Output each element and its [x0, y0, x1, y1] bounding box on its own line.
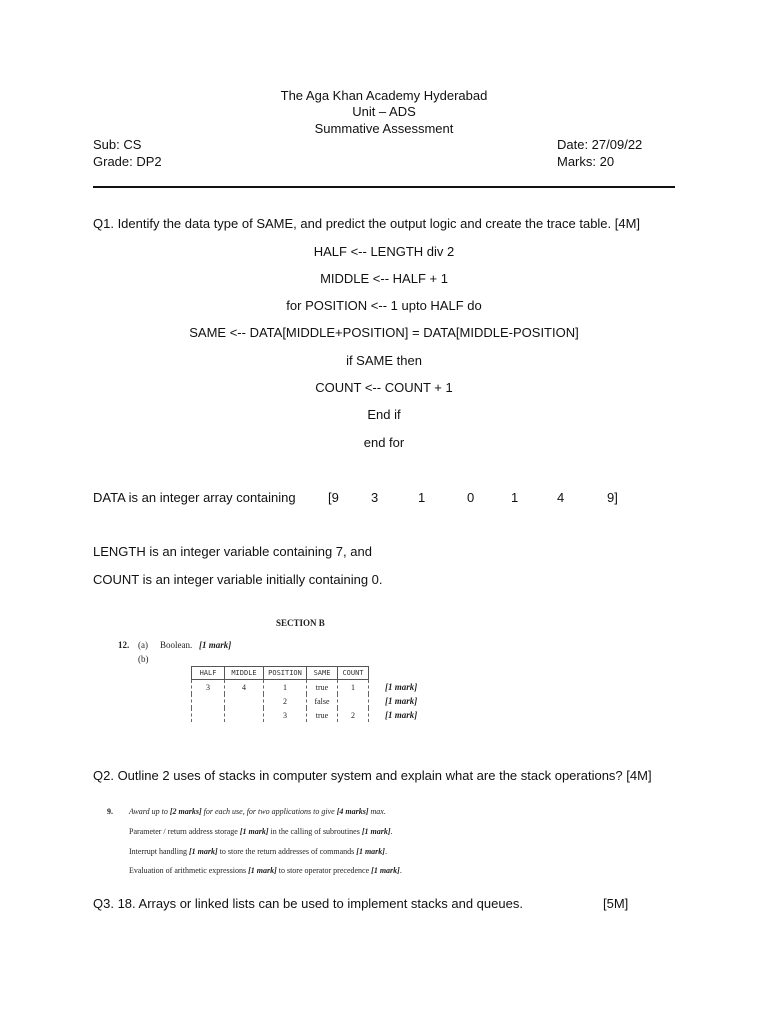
data-array-value: 9] — [607, 490, 618, 505]
school-name: The Aga Khan Academy Hyderabad — [280, 88, 488, 103]
trace-cell — [192, 694, 225, 708]
answer-part-a: (a) — [138, 640, 148, 650]
data-array-label: DATA is an integer array containing — [93, 490, 296, 505]
data-array-value: 3 — [371, 490, 379, 505]
trace-header-cell: SAME — [307, 667, 338, 680]
length-description: LENGTH is an integer variable containing 7, and — [93, 544, 372, 559]
q3-marks: [5M] — [603, 896, 629, 911]
q1-question: Q1. Identify the data type of SAME, and predict the output logic and create the trace table. [4M] — [93, 216, 641, 231]
trace-table — [191, 666, 369, 722]
trace-table-header — [192, 667, 369, 680]
data-array-value: [9 — [328, 490, 339, 505]
table-row — [192, 694, 369, 708]
table-row — [192, 708, 369, 722]
trace-header-cell: HALF — [192, 667, 225, 680]
trace-cell: 1 — [338, 680, 369, 695]
code-line: for POSITION <-- 1 upto HALF do — [286, 298, 482, 313]
data-array-value: 4 — [557, 490, 565, 505]
trace-cell: 1 — [264, 680, 307, 695]
answer-mark: [1 mark] — [199, 640, 232, 650]
trace-cell — [225, 708, 264, 722]
answer-scan-markscheme — [93, 798, 473, 880]
subject-label: Sub: CS — [93, 137, 142, 152]
count-description: COUNT is an integer variable initially containing 0. — [93, 572, 383, 587]
data-array-value: 1 — [511, 490, 519, 505]
data-array-value: 1 — [418, 490, 426, 505]
grade-label: Grade: DP2 — [93, 154, 162, 169]
markscheme-line: Parameter / return address storage [1 mark] in the calling of subroutines [1 mark]. — [129, 827, 393, 836]
code-line: SAME <-- DATA[MIDDLE+POSITION] = DATA[MIDDLE-POSITION] — [189, 325, 579, 340]
code-line: End if — [367, 407, 401, 422]
code-line: COUNT <-- COUNT + 1 — [315, 380, 453, 395]
trace-cell: 2 — [264, 694, 307, 708]
trace-cell: 3 — [192, 680, 225, 695]
trace-cell: 2 — [338, 708, 369, 722]
date-label: Date: 27/09/22 — [557, 137, 643, 152]
answer-scan-trace — [93, 598, 493, 728]
trace-cell: true — [307, 708, 338, 722]
assessment-title: Summative Assessment — [314, 121, 454, 136]
header-divider — [93, 186, 675, 188]
code-line: HALF <-- LENGTH div 2 — [313, 244, 455, 259]
trace-cell: 3 — [264, 708, 307, 722]
answer-boolean: Boolean. — [160, 640, 193, 650]
code-line: if SAME then — [346, 353, 422, 368]
q3-question: Q3. 18. Arrays or linked lists can be used to implement stacks and queues. — [93, 896, 523, 911]
section-heading: SECTION B — [276, 618, 325, 628]
answer-question-number: 12. — [118, 640, 130, 650]
code-line: MIDDLE <-- HALF + 1 — [320, 271, 448, 286]
trace-cell: 4 — [225, 680, 264, 695]
trace-cell — [225, 694, 264, 708]
answer-question-number: 9. — [107, 807, 113, 816]
trace-header-cell: POSITION — [264, 667, 307, 680]
markscheme-line: Award up to [2 marks] for each use, for two applications to give [4 marks] max. — [129, 807, 386, 816]
trace-header-cell: MIDDLE — [225, 667, 264, 680]
markscheme-line: Interrupt handling [1 mark] to store the return addresses of commands [1 mark]. — [129, 847, 387, 856]
row-mark: [1 mark] — [385, 682, 418, 692]
trace-cell: false — [307, 694, 338, 708]
unit-title: Unit – ADS — [352, 104, 416, 119]
table-row — [192, 680, 369, 695]
row-mark: [1 mark] — [385, 696, 418, 706]
q2-question: Q2. Outline 2 uses of stacks in computer system and explain what are the stack operations? [4M] — [93, 768, 652, 783]
marks-label: Marks: 20 — [557, 154, 615, 169]
row-mark: [1 mark] — [385, 710, 418, 720]
trace-cell — [338, 694, 369, 708]
trace-header-cell: COUNT — [338, 667, 369, 680]
code-line: end for — [363, 435, 405, 450]
data-array-value: 0 — [467, 490, 475, 505]
trace-cell: true — [307, 680, 338, 695]
trace-cell — [192, 708, 225, 722]
markscheme-line: Evaluation of arithmetic expressions [1 mark] to store operator precedence [1 mark]. — [129, 866, 402, 875]
answer-part-b: (b) — [138, 654, 149, 664]
